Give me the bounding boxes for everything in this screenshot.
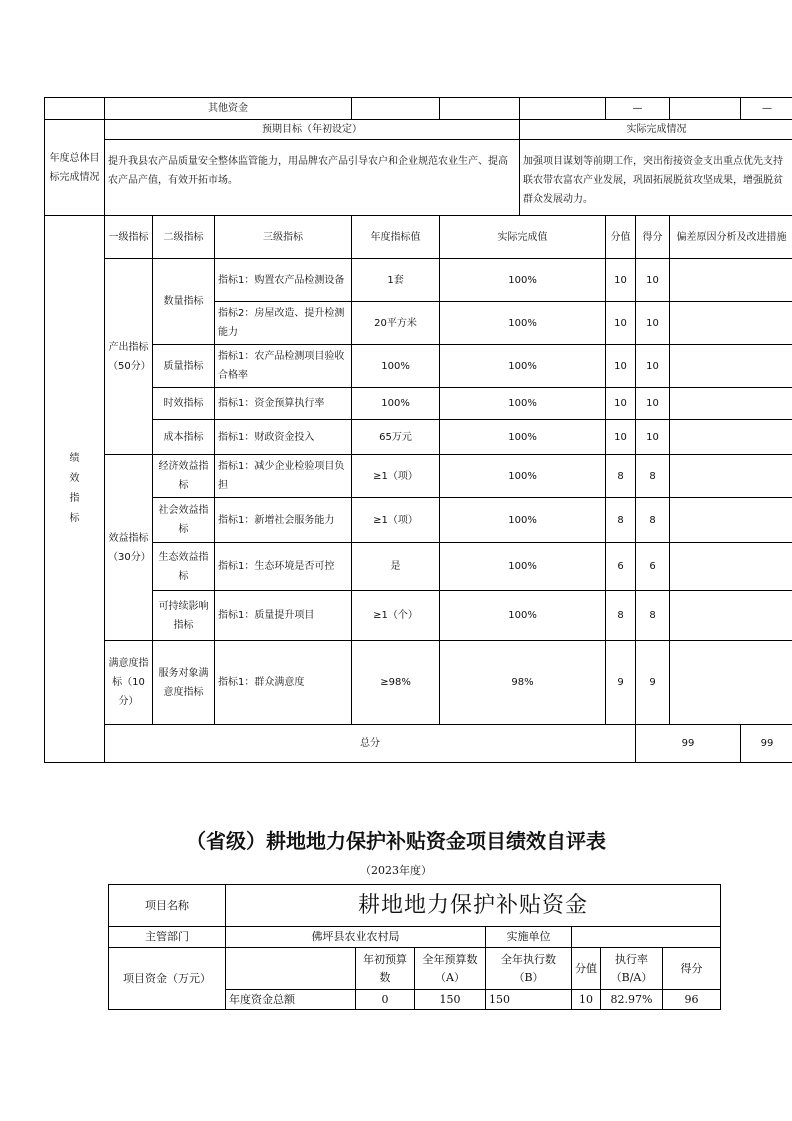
row-level2: 质量指标 [153,345,215,388]
table-row [45,641,792,725]
funds-rate: 82.97% [601,990,663,1010]
row-weight: 8 [606,455,636,498]
row-weight: 9 [606,641,636,725]
table-row [45,591,792,641]
row-target: 是 [352,543,440,591]
row-score: 10 [636,302,670,345]
header-score: 得分 [636,216,670,259]
funds-weight: 10 [572,990,601,1010]
implementer-label: 实施单位 [486,927,572,948]
row-level2: 可持续影响指标 [153,591,215,641]
expected-goal-header: 预期目标（年初设定） [105,120,520,140]
funds-start-budget: 0 [356,990,415,1010]
row-actual: 98% [440,641,606,725]
row-level2: 成本指标 [153,420,215,455]
row-target: 100% [352,388,440,420]
row-score: 8 [636,455,670,498]
row-level2: 数量指标 [153,259,215,345]
page-subtitle: （2023年度） [360,864,432,877]
row-weight: 8 [606,591,636,641]
row-indicator: 指标1：群众满意度 [215,641,352,725]
row-score: 9 [636,641,670,725]
funds-header-executed: 全年执行数（B） [486,948,572,990]
funds-header-rate: 执行率（B/A） [601,948,663,990]
row-actual: 100% [440,420,606,455]
funds-header-start-budget: 年初预算数 [356,948,415,990]
row-target: 65万元 [352,420,440,455]
row-indicator: 指标1：减少企业检验项目负担 [215,455,352,498]
row-analysis [670,591,792,641]
row-indicator: 指标1：新增社会服务能力 [215,498,352,543]
implementer-value [572,927,721,948]
row-weight: 8 [606,498,636,543]
row-indicator: 指标1：购置农产品检测设备 [215,259,352,302]
row-actual: 100% [440,591,606,641]
cell-empty [45,98,105,120]
row-analysis [670,388,792,420]
header-analysis: 偏差原因分析及改进措施 [670,216,792,259]
performance-indicator-table [44,97,792,763]
row-indicator: 指标1：农产品检测项目验收合格率 [215,345,352,388]
expected-goal-text: 提升我县农产品质量安全整体监管能力，用品牌农产品引导农户和企业规范农业生产、提高农产品产值，有效开拓市场。 [105,140,520,216]
row-score: 8 [636,498,670,543]
total-row [45,725,792,763]
row-score: 8 [636,591,670,641]
table-row [45,345,792,388]
total-score: 99 [741,725,792,763]
row-actual: 100% [440,455,606,498]
row-target: ≥1（项） [352,455,440,498]
funds-full-budget: 150 [415,990,486,1010]
row-weight: 10 [606,345,636,388]
row-level2: 时效指标 [153,388,215,420]
row-weight: 6 [606,543,636,591]
group-output-label: 产出指标（50分） [105,259,153,455]
other-funds-label: 其他资金 [105,98,352,120]
row-weight: 10 [606,388,636,420]
row-indicator: 指标1：生态环境是否可控 [215,543,352,591]
funds-score: 96 [663,990,721,1010]
funds-header-full-budget: 全年预算数（A） [415,948,486,990]
row-score: 10 [636,388,670,420]
row-target: ≥1（个） [352,591,440,641]
row-analysis [670,302,792,345]
row-score: 10 [636,345,670,388]
row-weight: 10 [606,302,636,345]
other-funds-row [45,98,792,120]
cell-empty [226,948,356,990]
table-row [45,420,792,455]
row-analysis [670,543,792,591]
funds-executed: 150 [486,990,572,1010]
overall-goal-text-row [45,140,792,216]
row-indicator: 指标2：房屋改造、提升检测能力 [215,302,352,345]
total-weight: 99 [636,725,741,763]
header-level3: 三级指标 [215,216,352,259]
header-level2: 二级指标 [153,216,215,259]
table-row [45,259,792,302]
row-indicator: 指标1：财政资金投入 [215,420,352,455]
row-weight: 10 [606,420,636,455]
row-actual: 100% [440,259,606,302]
funds-label: 项目资金（万元） [109,948,226,1010]
indicator-header-row [45,216,792,259]
cell-empty [352,98,440,120]
row-indicator: 指标1：资金预算执行率 [215,388,352,420]
row-target: ≥1（项） [352,498,440,543]
department-value: 佛坪县农业农村局 [226,927,486,948]
actual-completion-header: 实际完成情况 [520,120,792,140]
row-target: 100% [352,345,440,388]
row-score: 10 [636,259,670,302]
group-benefit-label: 效益指标（30分） [105,455,153,641]
cell-empty [520,98,606,120]
project-name-label: 项目名称 [109,885,226,927]
cell-empty [440,98,520,120]
row-analysis [670,498,792,543]
overall-goal-header-row [45,120,792,140]
row-analysis [670,259,792,302]
row-indicator: 指标1：质量提升项目 [215,591,352,641]
table-row [45,543,792,591]
row-level2: 服务对象满意度指标 [153,641,215,725]
total-label: 总分 [105,725,636,763]
table-row [45,498,792,543]
funds-header-score: 得分 [663,948,721,990]
project-funds-table [108,884,721,1010]
page-title: （省级）耕地地力保护补贴资金项目绩效自评表 [186,829,606,853]
row-level2: 经济效益指标 [153,455,215,498]
header-target: 年度指标值 [352,216,440,259]
row-actual: 100% [440,302,606,345]
project-name-value: 耕地地力保护补贴资金 [226,885,721,927]
row-level2: 社会效益指标 [153,498,215,543]
funds-header-weight: 分值 [572,948,601,990]
actual-completion-text: 加强项目谋划等前期工作，突出衔接资金支出重点优先支持联农带农富农产业发展，巩固拓展脱贫攻坚成果，增强脱贫群众发展动力。 [520,140,792,216]
row-analysis [670,345,792,388]
row-score: 10 [636,420,670,455]
row-analysis [670,641,792,725]
header-actual: 实际完成值 [440,216,606,259]
department-label: 主管部门 [109,927,226,948]
performance-side-label: 绩效指标 [45,216,105,763]
row-actual: 100% [440,498,606,543]
project-name-row [109,885,721,927]
other-funds-dash: — [741,98,792,120]
other-funds-dash: — [606,98,670,120]
row-weight: 10 [606,259,636,302]
row-target: 1套 [352,259,440,302]
row-analysis [670,455,792,498]
row-actual: 100% [440,543,606,591]
header-weight: 分值 [606,216,636,259]
row-actual: 100% [440,388,606,420]
table-row [45,455,792,498]
row-level2: 生态效益指标 [153,543,215,591]
header-level1: 一级指标 [105,216,153,259]
row-analysis [670,420,792,455]
row-score: 6 [636,543,670,591]
department-row [109,927,721,948]
group-satisfaction-label: 满意度指标（10分） [105,641,153,725]
overall-goal-label: 年度总体目标完成情况 [45,120,105,216]
cell-empty [670,98,741,120]
funds-total-label: 年度资金总额 [226,990,356,1010]
funds-header-row [109,948,721,990]
row-target: 20平方米 [352,302,440,345]
table-row [45,388,792,420]
row-actual: 100% [440,345,606,388]
row-target: ≥98% [352,641,440,725]
